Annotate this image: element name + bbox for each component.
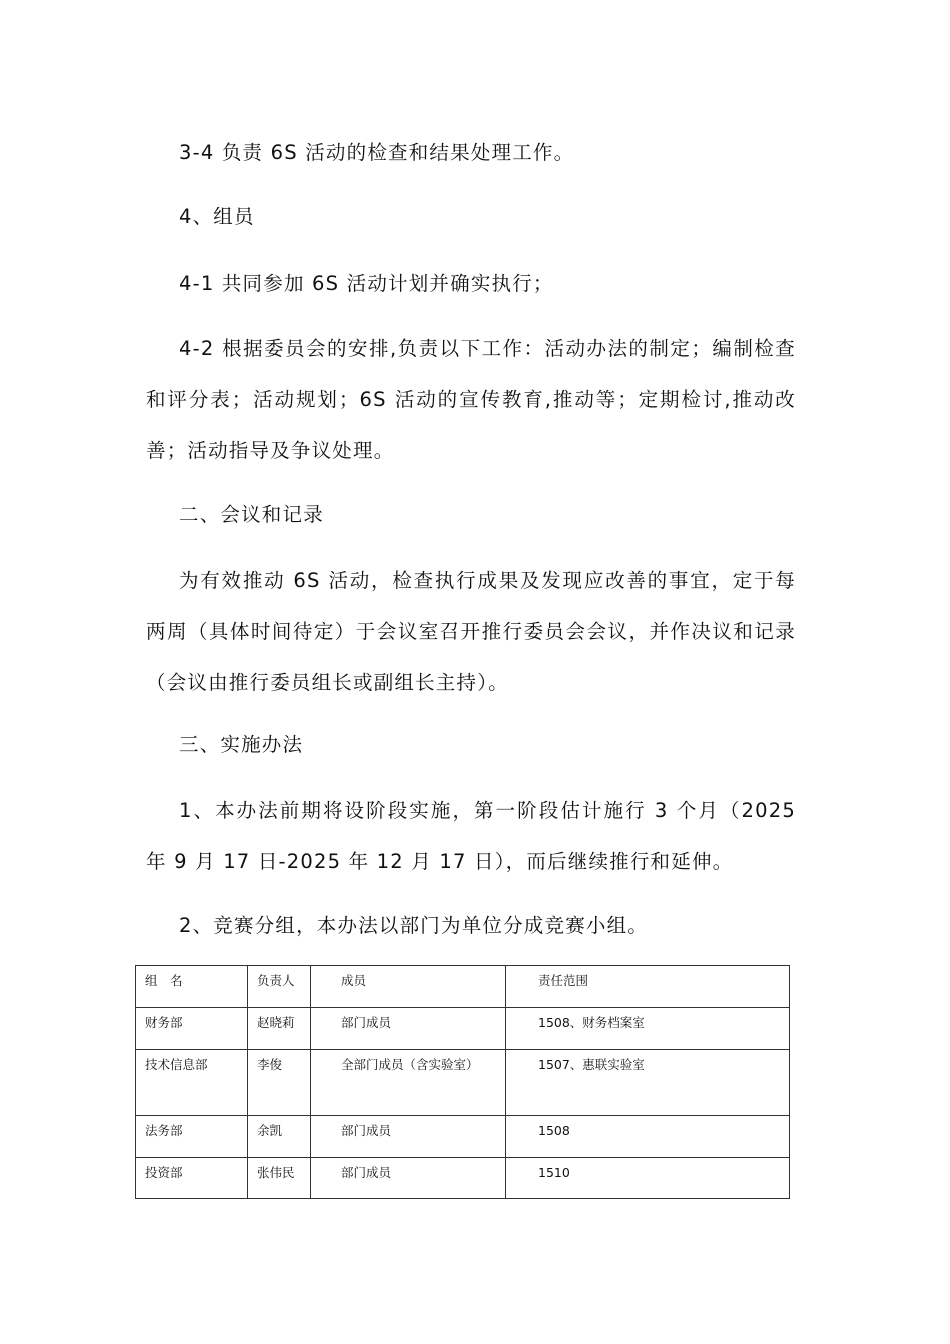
section-heading-implementation: 三、实施办法 <box>179 733 304 756</box>
paragraph-implementation-1: 1、本办法前期将设阶段实施，第一阶段估计施行 3 个月（2025 年 9 月 17 日-2025 年 12 月 17 日），而后继续推行和延伸。 <box>146 799 796 873</box>
cell-group: 法务部 <box>136 1116 248 1158</box>
paragraph-implementation-2: 2、竞赛分组，本办法以部门为单位分成竞赛小组。 <box>179 914 649 937</box>
cell-group: 投资部 <box>136 1158 248 1199</box>
cell-group: 技术信息部 <box>136 1050 248 1116</box>
cell-members: 部门成员 <box>311 1008 506 1050</box>
header-members: 成员 <box>311 966 506 1008</box>
group-table <box>135 965 790 1199</box>
cell-members: 部门成员 <box>311 1116 506 1158</box>
cell-leader: 余凯 <box>248 1116 311 1158</box>
cell-scope: 1510 <box>506 1158 790 1199</box>
table-row <box>136 1158 790 1199</box>
cell-scope: 1507、惠联实验室 <box>506 1050 790 1116</box>
table-row <box>136 1008 790 1050</box>
cell-members: 全部门成员（含实验室） <box>311 1050 506 1116</box>
header-group-name: 组 名 <box>136 966 248 1008</box>
table-row <box>136 1116 790 1158</box>
cell-leader: 张伟民 <box>248 1158 311 1199</box>
paragraph-meetings: 为有效推动 6S 活动，检查执行成果及发现应改善的事宜，定于每两周（具体时间待定）于会议室召开推行委员会会议，并作决议和记录（会议由推行委员组长或副组长主持）。 <box>146 569 796 694</box>
cell-leader: 赵晓莉 <box>248 1008 311 1050</box>
cell-members: 部门成员 <box>311 1158 506 1199</box>
table-row <box>136 1050 790 1116</box>
header-scope: 责任范围 <box>506 966 790 1008</box>
paragraph-4-2: 4-2 根据委员会的安排,负责以下工作：活动办法的制定；编制检查和评分表；活动规划；6S 活动的宣传教育,推动等；定期检讨,推动改善；活动指导及争议处理。 <box>146 337 796 462</box>
section-heading-meetings: 二、会议和记录 <box>179 503 324 526</box>
cell-group: 财务部 <box>136 1008 248 1050</box>
paragraph-3-4: 3-4 负责 6S 活动的检查和结果处理工作。 <box>179 141 575 164</box>
cell-scope: 1508 <box>506 1116 790 1158</box>
heading-members: 4、组员 <box>179 205 255 228</box>
header-leader: 负责人 <box>248 966 311 1008</box>
cell-scope: 1508、财务档案室 <box>506 1008 790 1050</box>
paragraph-4-1: 4-1 共同参加 6S 活动计划并确实执行； <box>179 272 554 295</box>
cell-leader: 李俊 <box>248 1050 311 1116</box>
table-header-row <box>136 966 790 1008</box>
